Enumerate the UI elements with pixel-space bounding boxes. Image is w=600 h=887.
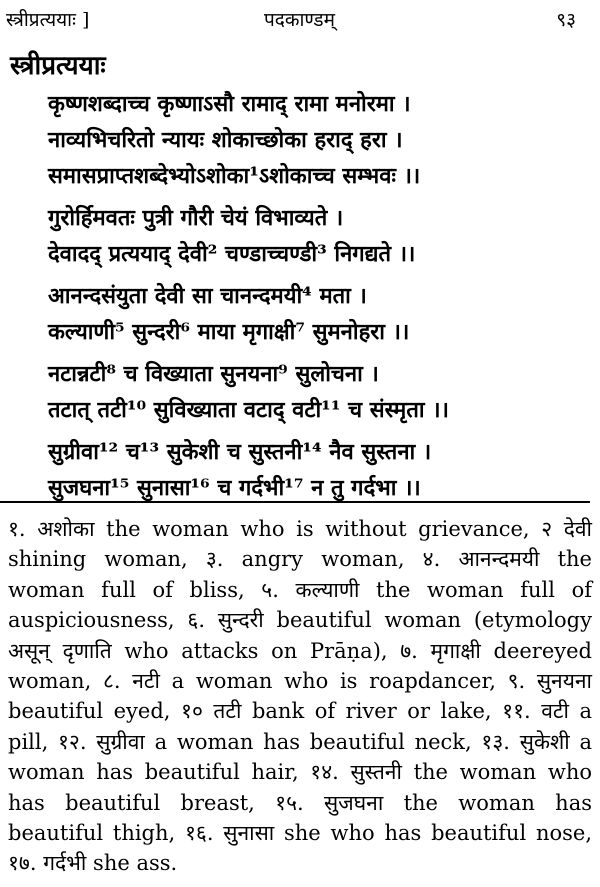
running-head-center: पदकाण्डम्	[264, 9, 335, 31]
verse-line-3: समासप्राप्तशब्देभ्योऽशोका¹ऽशोकाच्च सम्भवः ।।	[48, 163, 421, 189]
footnotes	[8, 514, 592, 879]
section-title: स्त्रीप्रत्ययाः	[10, 51, 106, 81]
footnote-text: १. अशोका the woman who is without grievance, २ देवी shining woman, ३. angry woman, ४. आनन्दमयी the woman full of bliss, ५. कल्याणी the woman full of auspiciousness, ६. सुन्दरी beautiful woman (etymology असून् दृणाति who attacks on Prāṇa), ७. मृगाक्षी deereyed woman, ८. नटी a woman who is roapdancer, ९. सुनयना beautiful eyed, १० तटी bank of river or lake, ११. वटी a pill, १२. सुग्रीवा a woman has beautiful neck, १३. सुकेशी a woman has beautiful hair, १४. सुस्तनी the woman who has beautiful breast, १५. सुजघना the woman has beautiful thigh, १६. सुनासा she who has beautiful nose, १७. गर्दभी she ass.	[8, 517, 592, 876]
page-number: ९३	[556, 9, 576, 31]
footnote-divider	[0, 501, 590, 503]
verse-line-2: नाव्यभिचरितो न्यायः शोकाच्छोका हराद् हरा ।	[48, 127, 403, 153]
verse-line-10: सुग्रीवा¹² च¹³ सुकेशी च सुस्तनी¹⁴ नैव सुस्तना ।	[48, 439, 432, 465]
running-head-left: स्त्रीप्रत्ययाः ]	[6, 9, 90, 31]
verse-line-4: गुरोर्हिमवतः पुत्री गौरी चेयं विभाव्यते ।	[48, 205, 344, 231]
verse-line-8: नटान्नटी⁸ च विख्याता सुनयना⁹ सुलोचना ।	[48, 361, 379, 387]
verse-line-6: आनन्दसंयुता देवी सा चानन्दमयी⁴ मता ।	[48, 283, 367, 309]
verse-line-5: देवादद् प्रत्ययाद् देवी² चण्डाच्चण्डी³ निगद्यते ।।	[48, 241, 416, 267]
page-header	[0, 6, 600, 36]
verse-line-7: कल्याणी⁵ सुन्दरी⁶ माया मृगाक्षी⁷ सुमनोहरा ।।	[48, 319, 410, 345]
verse-line-11: सुजघना¹⁵ सुनासा¹⁶ च गर्दभी¹⁷ न तु गर्दभा ।।	[48, 475, 421, 501]
verse-line-1: कृष्णशब्दाच्च कृष्णाऽसौ रामाद् रामा मनोरमा ।	[48, 91, 411, 117]
verse-line-9: तटात् तटी¹⁰ सुविख्याता वटाद् वटी¹¹ च संस्मृता ।।	[48, 397, 449, 423]
